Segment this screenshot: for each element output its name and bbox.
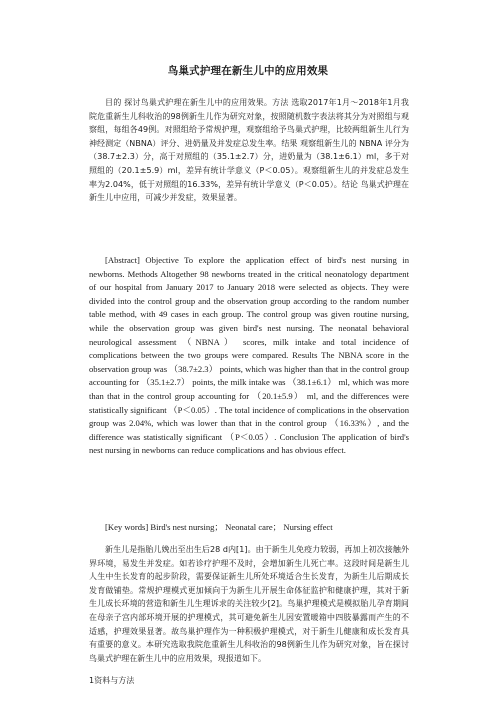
abstract-chinese: 目的 探讨鸟巢式护理在新生儿中的应用效果。方法 选取2017年1月～2018年1月我院危重新生儿科收治的98例新生儿作为研究对象，按照随机数字表法将其分为对照组与观察组，每组各49例。对照组给予常规护理，观察组给予鸟巢式护理，比较两组新生儿行为神经测定（NBNA）评分、进奶量及并发症总发生率。结果 观察组新生儿的 NBNA 评分为（38.7±2.3）分，高于对照组的（35.1±2.7）分，进奶量为（38.1±6.1）ml，多于对照组的（20.1±5.9）ml，差异有统计学意义（P＜0.05）。观察组新生儿的并发症总发生率为2.04%，低于对照组的16.33%，差异有统计学意义（P＜0.05）。结论 鸟巢式护理在新生儿中应用，可减少并发症，效果显著。: [89, 98, 409, 203]
introduction-paragraph: 新生儿是指胎儿娩出至出生后28 d内[1]。由于新生儿免疫力较弱，再加上初次接触外界环境，易发生并发症。如若诊疗护理不及时，会增加新生儿死亡率。这段时间是新生儿人生中生长发育的起步阶段，需要保证新生儿所处环境适合生长发育，为新生儿后期成长发育做铺垫。常规护理模式更加倾向于为新生儿开展生命体征监护和健康护理，其对于新生儿成长环境的营造和新生儿生理诉求的关注较少[2]。鸟巢护理模式是模拟胎儿孕育期间在母亲子宫内部环境开展的护理模式，其可避免新生儿因安置暖箱中四肢暴露而产生的不适感，护理效果显著。故鸟巢护理作为一种积极护理模式，对于新生儿健康和成长发育具有重要的意义。本研究选取我院危重新生儿科收治的98例新生儿作为研究对象，旨在探讨鸟巢式护理在新生儿中的应用效果，现报道如下。: [89, 545, 409, 663]
keywords: [Key words] Bird's nest nursing； Neonatal care； Nursing effect: [105, 522, 333, 532]
paper-title: 鸟巢式护理在新生儿中的应用效果: [167, 65, 329, 77]
abstract-english: [Abstract] Objective To explore the application effect of bird's nest nursing in newborns. Methods Altogether 98 newborns treated in the critical neonatology department of our hospital from January 2017 to January 2018 were selected as objects. They were divided into the control group and the observation group according to the random number table method, with 49 cases in each group. The control group was given routine nursing, while the observation group was given bird's nest nursing. The neonatal behavioral neurological assessment （NBNA） scores, milk intake and total incidence of complications between the two groups were compared. Results The NBNA score in the observation group was （38.7±2.3） points, which was higher than that in the control group accounting for （35.1±2.7） points, the milk intake was （38.1±6.1） ml, which was more than that in the control group accounting for （20.1±5.9） ml, and the differences were statistically significant （P＜0.05）. The total incidence of complications in the observation group was 2.04%, which was lower than that in the control group （16.33%）, and the difference was statistically significant （P＜0.05）. Conclusion The application of bird's nest nursing in newborns can reduce complications and has obvious effect.: [89, 255, 409, 456]
section-heading: 1资料与方法: [89, 676, 135, 685]
